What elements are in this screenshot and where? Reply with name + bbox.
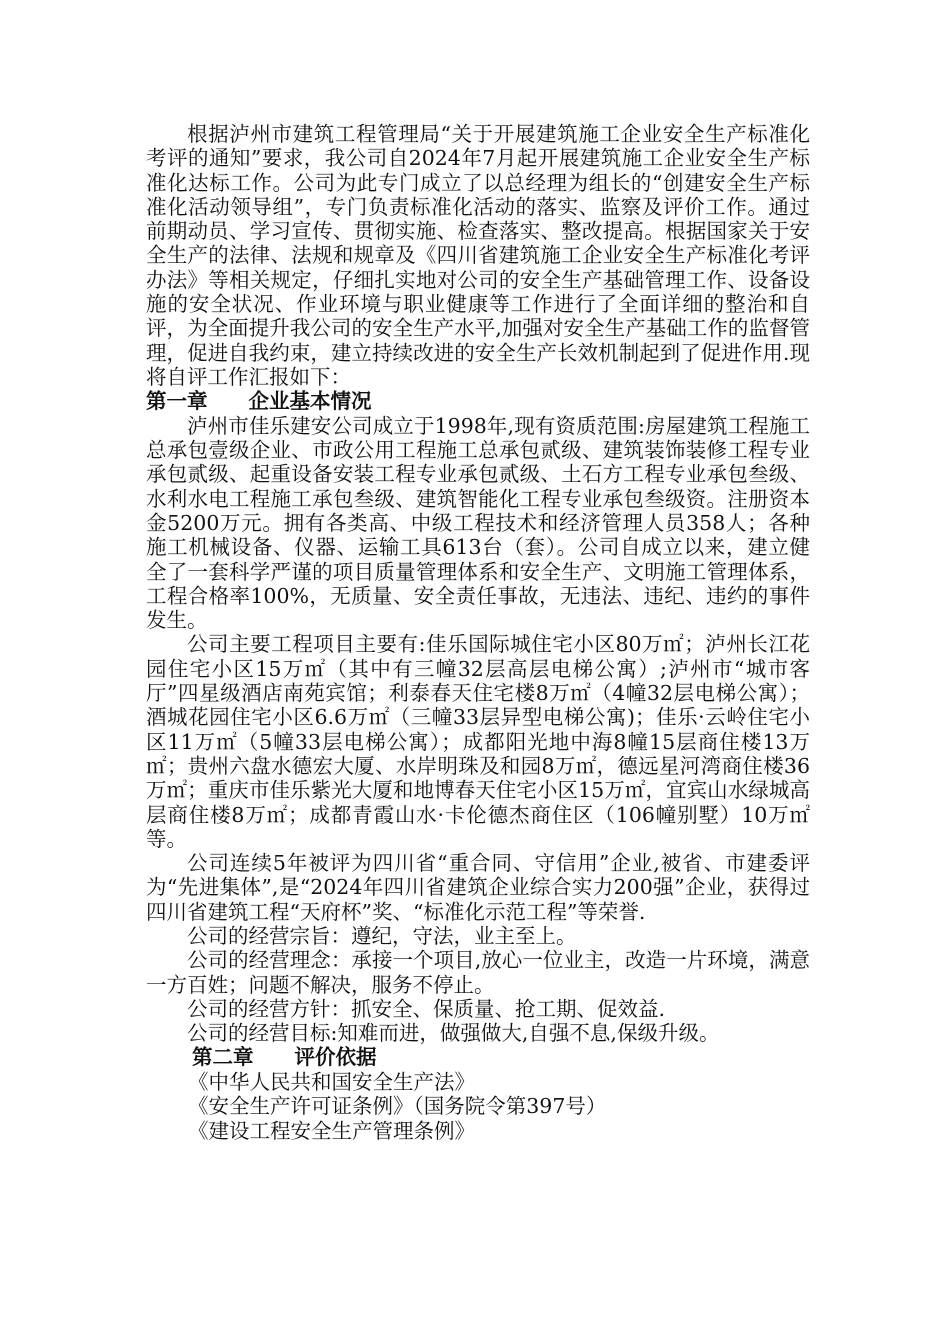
basis-item: 《中华人民共和国安全生产法》 xyxy=(188,1069,475,1094)
company-profile-paragraph: 泸州市佳乐建安公司成立于1998年,现有资质范围:房屋建筑工程施工总承包壹级企业、市政公用工程施工总承包贰级、建筑装饰装修工程专业承包贰级、起重设备安装工程专业承包贰级、土石方工程专业承包叁级、水利水电工程施工承包叁级、建筑智能化工程专业承包叁级资。注册资本金5200万元。拥有各类高、中级工程技术和经济管理人员358人；各种施工机械设备、仪器、运输工具613台（套）。公司自成立以来，建立健全了一套科学严谨的项目质量管理体系和安全生产、文明施工管理体系，工程合格率100%，无质量、安全责任事故，无违法、违纪、违约的事件发生。 xyxy=(146,413,810,633)
projects-paragraph: 公司主要工程项目主要有:佳乐国际城住宅小区80万㎡；泸州长江花园住宅小区15万㎡（其中有三幢32层高层电梯公寓）;泸州市“城市客厅”四星级酒店南苑宾馆；利泰春天住宅楼8万㎡（4幢32层电梯公寓）；酒城花园住宅小区6.6万㎡（三幢33层异型电梯公寓)；佳乐·云岭住宅小区11万㎡（5幢33层电梯公寓）；成都阳光地中海8幢15层商住楼13万㎡；贵州六盘水德宏大厦、水岸明珠及和园8万㎡，德远星河湾商住楼36万㎡；重庆市佳乐紫光大厦和地博春天住宅小区15万㎡，宜宾山水绿城高层商住楼8万㎡；成都青霞山水·卡伦德杰商住区（106幢别墅）10万㎡等。 xyxy=(146,632,810,851)
basis-item: 《建设工程安全生产管理条例》 xyxy=(188,1118,475,1143)
basis-item: 《安全生产许可证条例》（国务院令第397号） xyxy=(188,1094,607,1119)
policy-paragraph: 公司的经营方针：抓安全、保质量、抢工期、促效益. xyxy=(187,996,666,1021)
philosophy-paragraph: 公司的经营理念：承接一个项目,放心一位业主，改造一片环境，满意一方百姓；问题不解决，服务不停止。 xyxy=(146,948,810,997)
document-page xyxy=(146,122,810,1143)
honors-paragraph: 公司连续5年被评为四川省“重合同、守信用”企业,被省、市建委评为“先进集体”,是“2024年四川省建筑企业综合实力200强”企业，获得过四川省建筑工程“天府杯”奖、“标准化示范工程”等荣誉. xyxy=(146,851,810,924)
chapter-1-heading: 第一章 企业基本情况 xyxy=(146,389,372,414)
goal-paragraph: 公司的经营目标:知难而进，做强做大,自强不息,保级升级。 xyxy=(187,1021,720,1046)
chapter-2-heading: 第二章 评价依据 xyxy=(192,1045,377,1070)
purpose-paragraph: 公司的经营宗旨：遵纪，守法，业主至上。 xyxy=(187,924,577,948)
intro-paragraph: 根据泸州市建筑工程管理局“关于开展建筑施工企业安全生产标准化考评的通知”要求，我公司自2024年7月起开展建筑施工企业安全生产标准化达标工作。公司为此专门成立了以总经理为组长的“创建安全生产标准化活动领导组”，专门负责标准化活动的落实、监察及评价工作。通过前期动员、学习宣传、贯彻实施、检查落实、整改提高。根据国家关于安全生产的法律、法规和规章及《四川省建筑施工企业安全生产标准化考评办法》等相关规定，仔细扎实地对公司的安全生产基础管理工作、设备设施的安全状况、作业环境与职业健康等工作进行了全面详细的整治和自评，为全面提升我公司的安全生产水平,加强对安全生产基础工作的监督管理，促进自我约束，建立持续改进的安全生产长效机制起到了促进作用.现将自评工作汇报如下： xyxy=(146,122,810,389)
